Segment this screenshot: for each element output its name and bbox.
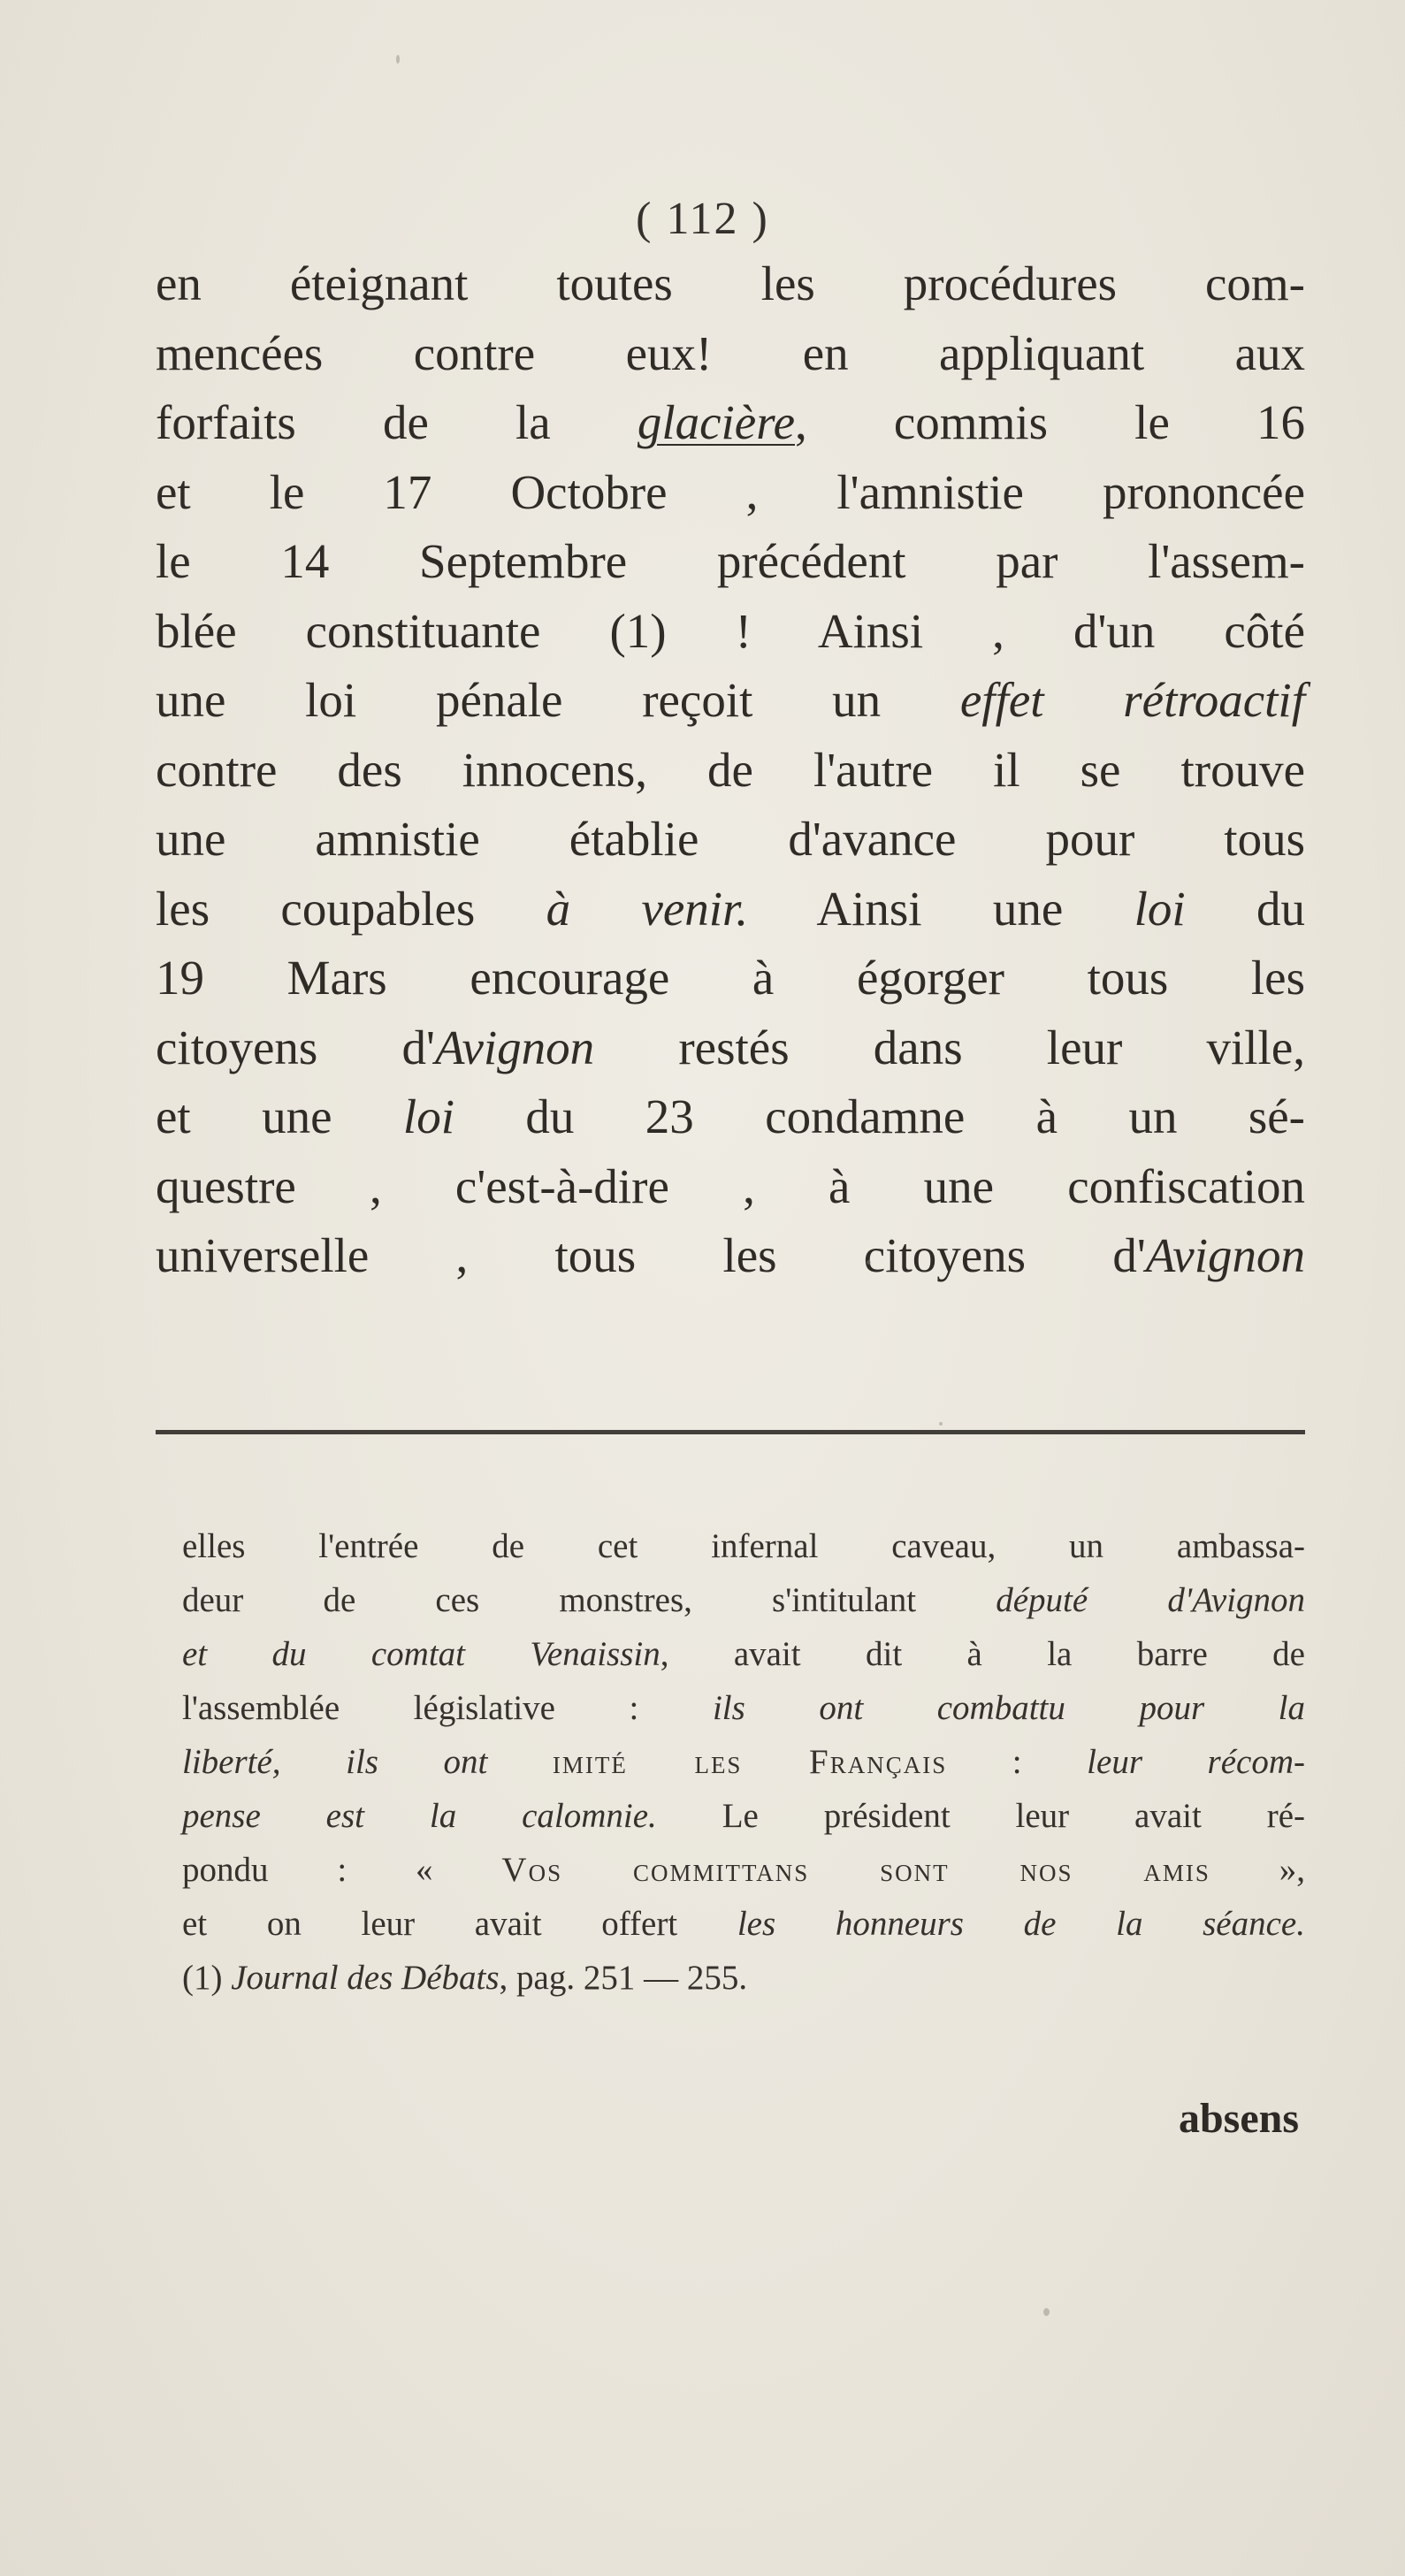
- body-line: les coupables à venir. Ainsi une loi du: [156, 881, 1305, 936]
- body-line: et le 17 Octobre , l'amnistie prononcée: [156, 464, 1305, 519]
- body-line: blée constituante (1) ! Ainsi , d'un côté: [156, 603, 1305, 658]
- page-number: ( 112 ): [636, 194, 769, 244]
- paper-speck: [396, 55, 400, 64]
- italic-text: Avignon: [1145, 1228, 1305, 1282]
- body-line: une loi pénale reçoit un effet rétroactif: [156, 673, 1305, 727]
- body-line: forfaits de la glacière, commis le 16: [156, 395, 1305, 449]
- small-caps-text: Vos committans sont nos amis: [501, 1851, 1210, 1889]
- body-line: contre des innocens, de l'autre il se trouve: [156, 742, 1305, 797]
- footnote-line: deur de ces monstres, s'intitulant député d'Avignon: [182, 1581, 1305, 1619]
- paper-speck: [867, 1260, 871, 1265]
- italic-text: pense est la calomnie.: [182, 1797, 657, 1835]
- italic-text: liberté, ils ont: [182, 1743, 488, 1781]
- catchword: absens: [1178, 2095, 1299, 2142]
- italic-text: député d'Avignon: [996, 1581, 1305, 1619]
- footnote-line: pense est la calomnie. Le président leur avait ré-: [182, 1797, 1306, 1835]
- italic-text: loi: [1134, 881, 1186, 936]
- footnote-line: et du comtat Venaissin, avait dit à la barre de: [182, 1635, 1305, 1673]
- footnote-line: et on leur avait offert les honneurs de la séance.: [182, 1905, 1305, 1943]
- italic-text: ils ont combattu pour la: [712, 1689, 1306, 1727]
- italic-text: et du comtat Venaissin: [182, 1635, 661, 1673]
- footnote-line: pondu : « Vos committans sont nos amis »,: [182, 1851, 1305, 1889]
- footnote: [182, 1519, 1305, 2005]
- body-line: le 14 Septembre précédent par l'assem-: [156, 534, 1305, 588]
- footnote-line: l'assemblée législative : ils ont combattu pour la: [182, 1689, 1306, 1727]
- footnote-source: (1) Journal des Débats, pag. 251 — 255.: [182, 1959, 748, 1997]
- italic-text: loi: [402, 1089, 454, 1143]
- body-line: et une loi du 23 condamne à un sé-: [156, 1089, 1305, 1143]
- body-line: citoyens d'Avignon restés dans leur ville,: [156, 1020, 1306, 1074]
- italic-text: effet rétroactif: [959, 673, 1305, 727]
- footnote-line: elles l'entrée de cet infernal caveau, un ambassa-: [182, 1527, 1305, 1565]
- footnote-separator-rule: [156, 1430, 1305, 1434]
- body-line: 19 Mars encourage à égorger tous les: [156, 951, 1305, 1005]
- italic-text: Avignon: [434, 1020, 595, 1074]
- body-line: mencées contre eux! en appliquant aux: [156, 325, 1305, 380]
- italic-text: les honneurs de la séance.: [737, 1905, 1305, 1943]
- footnote-line: liberté, ils ont imité les Français : leur récom-: [182, 1743, 1305, 1781]
- body-line: questre , c'est-à-dire , à une confiscation: [156, 1158, 1305, 1213]
- italic-text: leur récom-: [1087, 1743, 1305, 1781]
- body-text: [156, 249, 1305, 1291]
- italic-text: à venir.: [546, 881, 749, 936]
- body-line: en éteignant toutes les procédures com-: [156, 256, 1305, 310]
- paper-speck: [939, 1422, 943, 1426]
- paper-speck: [1043, 2308, 1050, 2316]
- underlined-italic-text: glacière: [637, 395, 795, 449]
- italic-text: Journal des Débats: [231, 1959, 500, 1997]
- body-line: une amnistie établie d'avance pour tous: [156, 812, 1305, 866]
- body-line: universelle , tous les citoyens d'Avignon: [156, 1228, 1305, 1282]
- small-caps-text: imité les Français: [552, 1743, 948, 1781]
